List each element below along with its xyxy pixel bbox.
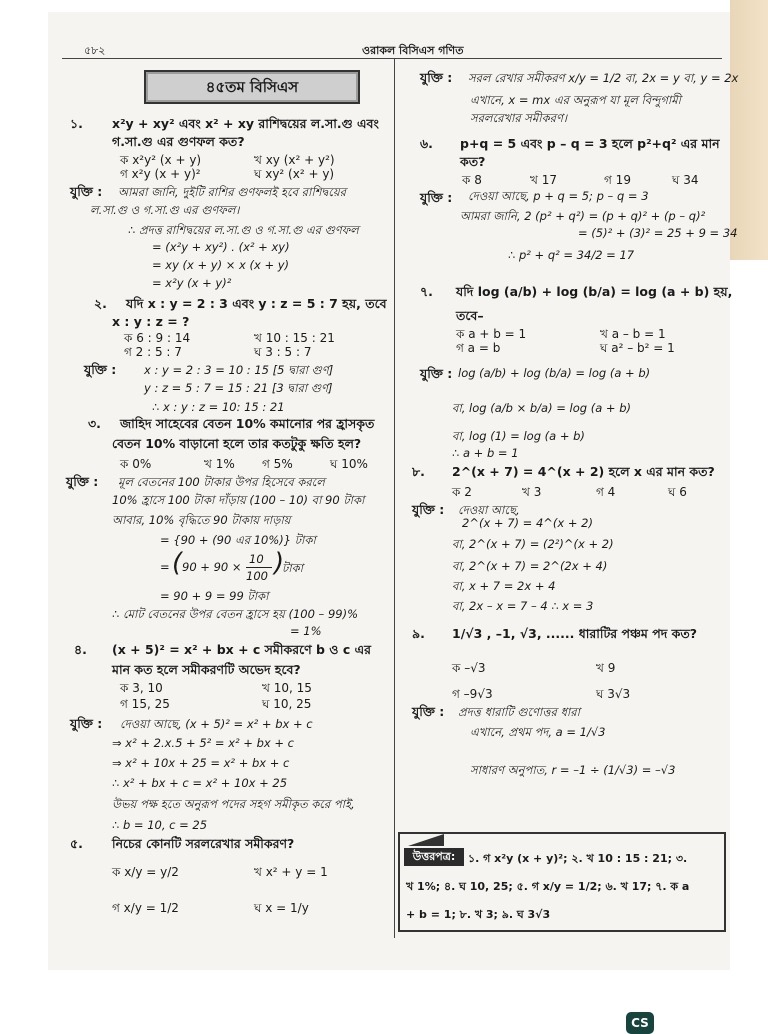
left-q3-sol-5c: 10 — [249, 552, 264, 566]
right-q8-text: 2^(x + 7) = 4^(x + 2) হলে x এর মান কত? — [452, 464, 715, 479]
right-q5-sol-label: যুক্তি : — [420, 70, 453, 85]
right-q8-opt-c: গ 4 — [596, 485, 616, 499]
right-q7-sol-label: যুক্তি : — [420, 366, 453, 381]
right-q5-sol-3: সরলরেখার সমীকরণ। — [470, 111, 568, 125]
left-q3-num: ৩. — [88, 416, 101, 431]
left-q1-sol-label: যুক্তি : — [70, 184, 103, 199]
left-q4-opt-c: গ 15, 25 — [120, 697, 170, 711]
left-q1-opt-b: খ xy (x² + y²) — [254, 153, 335, 167]
left-q5-opt-c: গ x/y = 1/2 — [112, 901, 179, 915]
right-q7-opt-b: খ a – b = 1 — [600, 327, 666, 341]
left-q1-text-b: গ.সা.গু এর গুণফল কত? — [112, 134, 245, 149]
left-q2-sol-1: x : y = 2 : 3 = 10 : 15 [5 দ্বারা গুণ] — [144, 363, 334, 377]
scanner-badge: CS — [626, 1012, 654, 1034]
right-q8-sol-3: বা, 2^(x + 7) = (2²)^(x + 2) — [452, 537, 614, 551]
right-q8-num: ৮. — [412, 464, 425, 479]
right-q6-opt-a: ক 8 — [462, 173, 482, 187]
right-q6-text-b: কত? — [460, 154, 486, 169]
left-q4-opt-b: খ 10, 15 — [262, 681, 312, 695]
left-q4-text-a: (x + 5)² = x² + bx + c সমীকরণে b ও c এর — [112, 642, 372, 657]
bracket-glyph: ) — [274, 548, 285, 578]
right-q7-text-b: তবে– — [456, 308, 484, 323]
right-q5-sol-1: সরল রেখার সমীকরণ x/y = 1/2 বা, 2x = y বা, y = 2x — [468, 71, 739, 85]
left-q2-num: ২. — [94, 296, 107, 311]
right-q6-sol-1: দেওয়া আছে, p + q = 5; p – q = 3 — [468, 189, 649, 203]
left-q3-sol-label: যুক্তি : — [66, 474, 99, 489]
left-q1-sol-5: = xy (x + y) × x (x + y) — [152, 258, 290, 272]
right-q8-sol-2: 2^(x + 7) = 4^(x + 2) — [462, 516, 593, 530]
left-q2-opt-d: ঘ 3 : 5 : 7 — [254, 345, 312, 359]
left-q4-sol-6: ∴ b = 10, c = 25 — [112, 818, 208, 832]
right-q6-opt-b: খ 17 — [530, 173, 557, 187]
right-q9-sol-label: যুক্তি : — [412, 704, 445, 719]
left-q1-sol-4: = (x²y + xy²) . (x² + xy) — [152, 240, 290, 254]
left-q1-sol-6: = x²y (x + y)² — [152, 276, 232, 290]
right-q7-opt-a: ক a + b = 1 — [456, 327, 527, 341]
left-q1-text-a: x²y + xy² এবং x² + xy রাশিদ্বয়ের ল.সা.গু এবং — [112, 116, 379, 131]
page-edge-shadow — [730, 0, 768, 260]
left-q3-opt-c: গ 5% — [262, 457, 293, 471]
answer-key-line-3: + b = 1; ৮. খ 3; ৯. ঘ 3√3 — [406, 908, 551, 921]
header-rule — [62, 58, 722, 59]
answer-key-line-2: খ 1%; ৪. ঘ 10, 25; ৫. গ x/y = 1/2; ৬. খ 17; ৭. ক a — [406, 880, 690, 893]
right-q8-sol-6: বা, 2x – x = 7 – 4 ∴ x = 3 — [452, 599, 594, 613]
left-q3-sol-4: = {90 + (90 এর 10%)} টাকা — [160, 533, 316, 547]
left-q3-opt-a: ক 0% — [120, 457, 152, 471]
fraction-bar — [246, 567, 272, 568]
right-q6-text-a: p+q = 5 এবং p – q = 3 হলে p²+q² এর মান — [460, 136, 720, 151]
right-q6-sol-2: আমরা জানি, 2 (p² + q²) = (p + q)² + (p – q)² — [460, 209, 706, 223]
left-q2-sol-2: y : z = 5 : 7 = 15 : 21 [3 দ্বারা গুণ] — [144, 381, 333, 395]
left-q4-sol-5: উভয় পক্ষ হতে অনুরূপ পদের সহগ সমীকৃত করে পাই, — [112, 797, 355, 811]
left-q5-opt-a: ক x/y = y/2 — [112, 865, 179, 879]
left-q2-text-a: যদি x : y = 2 : 3 এবং y : z = 5 : 7 হয়, তবে — [126, 296, 387, 311]
left-q3-sol-2: 10% হ্রাসে 100 টাকা দাঁড়ায় (100 – 10) বা 90 টাকা — [112, 493, 365, 507]
right-q8-sol-label: যুক্তি : — [412, 502, 445, 517]
section-banner: ৪৫তম বিসিএস — [144, 70, 360, 104]
page-number: ৫৮২ — [84, 44, 106, 57]
right-q7-opt-c: গ a = b — [456, 341, 501, 355]
left-q3-text-a: জাহিদ সাহেবের বেতন 10% কমানোর পর হ্রাসকৃত — [120, 416, 375, 431]
left-q4-sol-3: ⇒ x² + 10x + 25 = x² + bx + c — [112, 756, 290, 770]
answer-key-heading: উত্তরপত্র: — [404, 848, 464, 866]
left-q3-sol-1: মূল বেতনের 100 টাকার উপর হিসেবে করলে — [118, 475, 325, 489]
right-q6-sol-3: = (5)² + (3)² = 25 + 9 = 34 — [578, 226, 738, 240]
left-q5-text: নিচের কোনটি সরলরেখার সমীকরণ? — [112, 836, 295, 851]
left-q4-opt-d: ঘ 10, 25 — [262, 697, 312, 711]
left-q5-opt-b: খ x² + y = 1 — [254, 865, 328, 879]
left-q4-num: ৪. — [74, 642, 87, 657]
right-q9-opt-b: খ 9 — [596, 661, 616, 675]
left-q3-sol-5a: = — [160, 560, 170, 574]
left-q3-sol-6: = 90 + 9 = 99 টাকা — [160, 589, 269, 603]
left-q2-text-b: x : y : z = ? — [112, 314, 190, 329]
right-q8-opt-d: ঘ 6 — [668, 485, 687, 499]
left-q4-text-b: মান কত হলে সমীকরণটি অভেদ হবে? — [112, 662, 301, 677]
right-q9-sol-2: এখানে, প্রথম পদ, a = 1/√3 — [470, 725, 606, 739]
right-q9-opt-a: ক –√3 — [452, 661, 486, 675]
left-q4-sol-1: দেওয়া আছে, (x + 5)² = x² + bx + c — [120, 717, 313, 731]
right-q7-sol-4: ∴ a + b = 1 — [452, 446, 519, 460]
bracket-glyph: ( — [172, 548, 183, 578]
right-q9-sol-1: প্রদত্ত ধারাটি গুণোত্তর ধারা — [458, 705, 580, 719]
left-q4-opt-a: ক 3, 10 — [120, 681, 163, 695]
right-q6-opt-d: ঘ 34 — [672, 173, 699, 187]
left-q3-sol-5b: 90 + 90 × — [182, 560, 242, 574]
left-q3-sol-8: = 1% — [290, 624, 322, 638]
right-q8-sol-1: দেওয়া আছে, — [458, 503, 520, 517]
left-q5-num: ৫. — [70, 836, 83, 851]
right-q6-sol-4: ∴ p² + q² = 34/2 = 17 — [508, 248, 635, 262]
right-q7-opt-d: ঘ a² – b² = 1 — [600, 341, 675, 355]
right-q8-opt-a: ক 2 — [452, 485, 472, 499]
left-q3-sol-5d: 100 — [246, 569, 268, 583]
left-q1-opt-d: ঘ xy² (x² + y) — [254, 167, 335, 181]
left-q4-sol-label: যুক্তি : — [70, 716, 103, 731]
left-q4-sol-4: ∴ x² + bx + c = x² + 10x + 25 — [112, 776, 288, 790]
left-q3-text-b: বেতন 10% বাড়ানো হলে তার কতটুকু ক্ষতি হল? — [112, 436, 362, 451]
right-q7-sol-3: বা, log (1) = log (a + b) — [452, 429, 585, 443]
right-q7-num: ৭. — [420, 284, 433, 299]
running-head: ওরাকল বিসিএস গণিত — [362, 44, 464, 57]
left-q5-opt-d: ঘ x = 1/y — [254, 901, 309, 915]
right-q8-sol-5: বা, x + 7 = 2x + 4 — [452, 579, 556, 593]
left-q1-sol-3: ∴ প্রদত্ত রাশিদ্বয়ের ল.সা.গু ও গ.সা.গু এর গুণফল — [128, 223, 359, 237]
left-q3-sol-7: ∴ মোট বেতনের উপর বেতন হ্রাসে হয় (100 – 99)% — [112, 607, 358, 621]
right-q6-num: ৬. — [420, 136, 433, 151]
right-q8-opt-b: খ 3 — [522, 485, 542, 499]
left-q1-num: ১. — [70, 116, 83, 131]
column-divider — [394, 58, 395, 938]
left-q3-opt-d: ঘ 10% — [330, 457, 368, 471]
left-q2-sol-label: যুক্তি : — [84, 362, 117, 377]
left-q3-sol-3: আবার, 10% বৃদ্ধিতে 90 টাকায় দাড়ায় — [112, 513, 291, 527]
right-q7-sol-2: বা, log (a/b × b/a) = log (a + b) — [452, 401, 631, 415]
right-q9-text: 1/√3 , –1, √3, ...... ধারাটির পঞ্চম পদ কত? — [452, 626, 698, 641]
right-q6-opt-c: গ 19 — [604, 173, 631, 187]
right-q5-sol-2: এখানে, x = mx এর অনুরূপ যা মূল বিন্দুগামী — [470, 93, 681, 107]
right-q9-opt-c: গ –9√3 — [452, 687, 493, 701]
right-q9-num: ৯. — [412, 626, 425, 641]
right-q7-text-a: যদি log (a/b) + log (b/a) = log (a + b) হয়, — [456, 284, 733, 299]
left-q2-opt-a: ক 6 : 9 : 14 — [124, 331, 191, 345]
right-q7-sol-1: log (a/b) + log (b/a) = log (a + b) — [458, 366, 651, 380]
left-q2-opt-b: খ 10 : 15 : 21 — [254, 331, 335, 345]
left-q1-sol-1: আমরা জানি, দুইটি রাশির গুণফলই হবে রাশিদ্বয়ের — [118, 185, 346, 199]
left-q1-opt-a: ক x²y² (x + y) — [120, 153, 202, 167]
left-q2-sol-3: ∴ x : y : z = 10: 15 : 21 — [152, 400, 285, 414]
left-q2-opt-c: গ 2 : 5 : 7 — [124, 345, 182, 359]
right-q9-opt-d: ঘ 3√3 — [596, 687, 631, 701]
left-q1-sol-2: ল.সা.গু ও গ.সা.গু এর গুণফল। — [90, 203, 240, 217]
left-q4-sol-2: ⇒ x² + 2.x.5 + 5² = x² + bx + c — [112, 736, 294, 750]
answer-key-line-1: ১. গ x²y (x + y)²; ২. খ 10 : 15 : 21; ৩. — [468, 852, 688, 865]
left-q3-sol-5e: টাকা — [282, 561, 303, 575]
left-q3-opt-b: খ 1% — [204, 457, 235, 471]
right-q6-sol-label: যুক্তি : — [420, 190, 453, 205]
right-q8-sol-4: বা, 2^(x + 7) = 2^(2x + 4) — [452, 559, 608, 573]
left-q1-opt-c: গ x²y (x + y)² — [120, 167, 201, 181]
right-q9-sol-3: সাধারণ অনুপাত, r = –1 ÷ (1/√3) = –√3 — [470, 763, 676, 777]
